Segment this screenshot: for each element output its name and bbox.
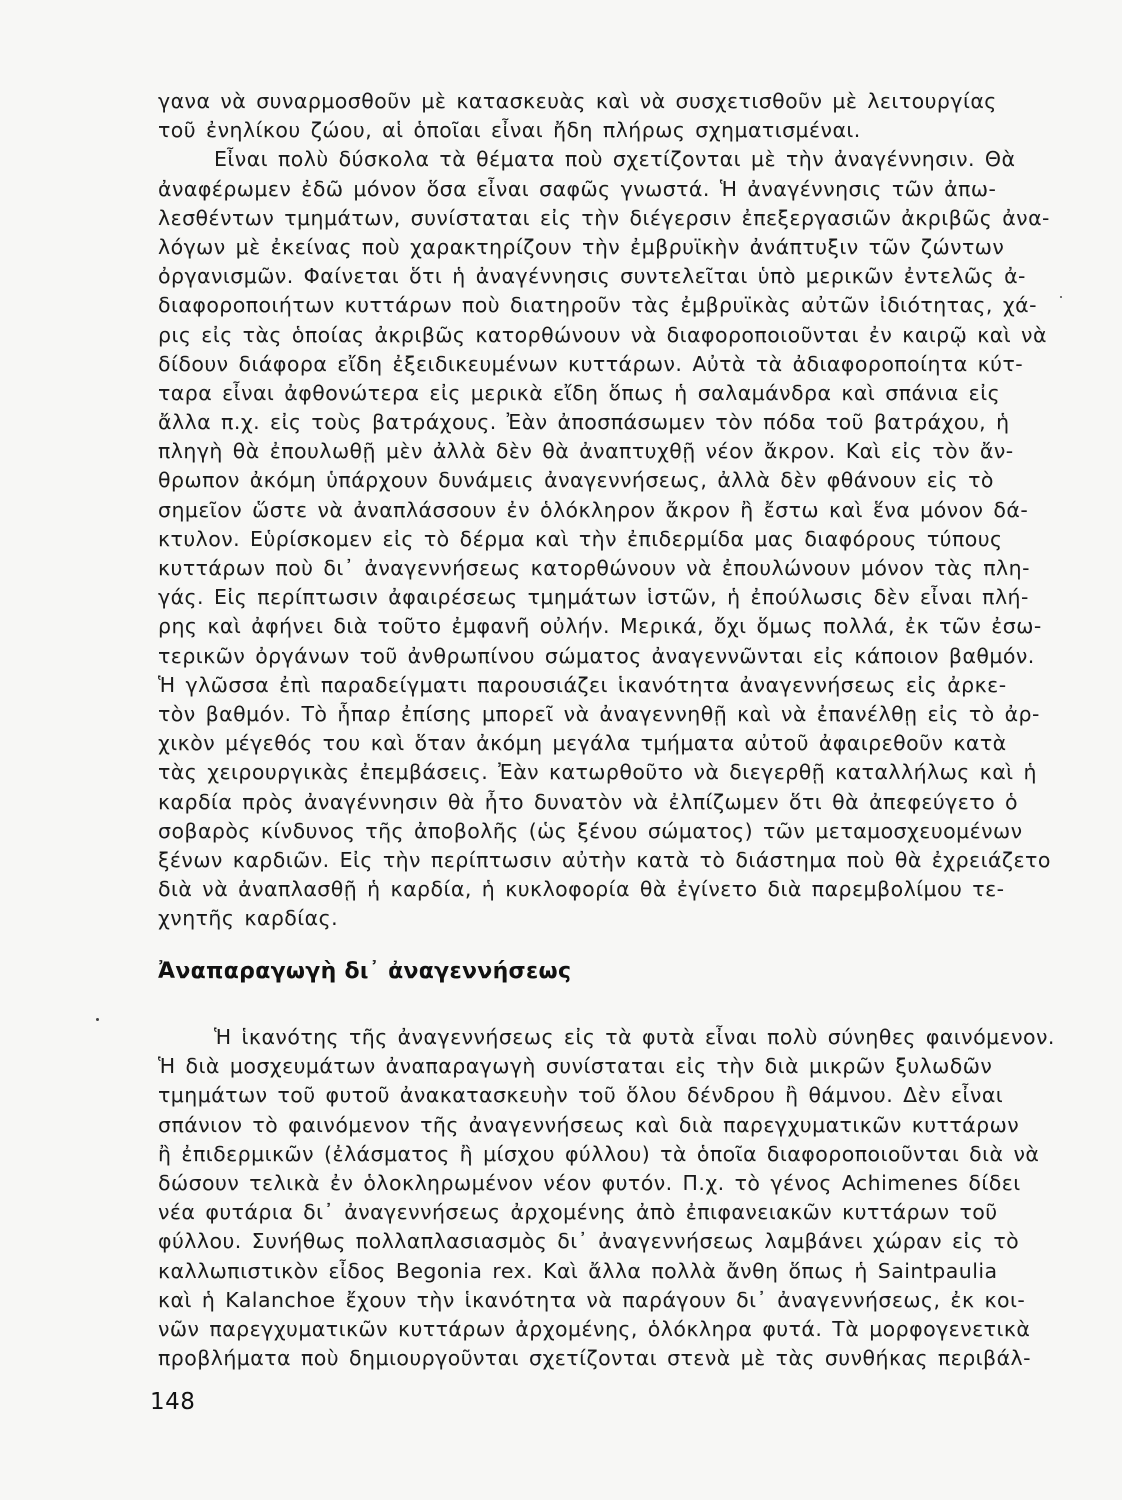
text-line: γανα νὰ συναρμοσθοῦν μὲ κατασκευὰς καὶ νὰ συσχετισθοῦν μὲ λειτουργίας	[158, 89, 997, 113]
text-line: ἀναφέρωμεν ἐδῶ μόνον ὅσα εἶναι σαφῶς γνωστά. Ἡ ἀναγέννησις τῶν ἀπω-	[158, 176, 997, 201]
print-speck	[1060, 296, 1062, 298]
text-line: σοβαρὸς κίνδυνος τῆς ἀποβολῆς (ὡς ξένου σώματος) τῶν μεταμοσχευομένων	[158, 818, 1023, 843]
text-line: χικὸν μέγεθός του καὶ ὅταν ἀκόμη μεγάλα τμήματα αὐτοῦ ἀφαιρεθοῦν κατὰ	[158, 731, 1007, 756]
paragraph-first-line: Εἶναι πολὺ δύσκολα τὰ θέματα ποὺ σχετίζονται μὲ τὴν ἀναγέννησιν. Θὰ	[214, 147, 1016, 172]
text-line: νέα φυτάρια δι᾽ ἀναγεννήσεως ἀρχομένης ἀπὸ ἐπιφανειακῶν κυττάρων τοῦ	[158, 1200, 998, 1225]
text-line: προβλήματα ποὺ δημιουργοῦνται σχετίζονται στενὰ μὲ τὰς συνθήκας περιβάλ-	[158, 1346, 1031, 1371]
text-line: σπάνιον τὸ φαινόμενον τῆς ἀναγεννήσεως καὶ διὰ παρεγχυματικῶν κυττάρων	[158, 1112, 1020, 1137]
body-text-upper	[158, 87, 1100, 963]
text-line: τερικῶν ὀργάνων τοῦ ἀνθρωπίνου σώματος ἀναγεννῶνται εἰς κάποιον βαθμόν.	[158, 643, 1035, 668]
text-line: δώσουν τελικὰ ἐν ὁλοκληρωμένον νέον φυτόν. Π.χ. τὸ γένος Achimenes δίδει	[158, 1170, 1021, 1195]
text-line: κυττάρων ποὺ δι᾽ ἀναγεννήσεως κατορθώνουν νὰ ἐπουλώνουν μόνον τὰς πλη-	[158, 556, 1030, 580]
text-line: τὸν βαθμόν. Τὸ ἧπαρ ἐπίσης μπορεῖ νὰ ἀναγεννηθῇ καὶ νὰ ἐπανέλθῃ εἰς τὸ ἀρ-	[158, 701, 1040, 726]
text-line: θρωπον ἀκόμη ὑπάρχουν δυνάμεις ἀναγεννήσεως, ἀλλὰ δὲν φθάνουν εἰς τὸ	[158, 468, 994, 493]
text-line: καρδία πρὸς ἀναγέννησιν θὰ ἦτο δυνατὸν νὰ ἐλπίζωμεν ὅτι θὰ ἀπεφεύγετο ὁ	[158, 789, 1019, 814]
text-line: χνητῆς καρδίας.	[158, 906, 339, 931]
text-line: τοῦ ἐνηλίκου ζώου, αἱ ὁποῖαι εἶναι ἤδη πλήρως σχηματισμέναι.	[158, 118, 861, 143]
text-line: φύλλου. Συνήθως πολλαπλασιασμὸς δι᾽ ἀναγεννήσεως λαμβάνει χώραν εἰς τὸ	[158, 1229, 1020, 1254]
page-number: 148	[150, 1389, 196, 1415]
text-line: σημεῖον ὥστε νὰ ἀναπλάσσουν ἐν ὁλόκληρον ἄκρον ἢ ἔστω καὶ ἕνα μόνον δά-	[158, 497, 1029, 522]
text-line: λόγων μὲ ἐκείνας ποὺ χαρακτηρίζουν τὴν ἐμβρυϊκὴν ἀνάπτυξιν τῶν ζώντων	[158, 234, 1005, 259]
text-line: ἄλλα π.χ. εἰς τοὺς βατράχους. Ἐὰν ἀποσπάσωμεν τὸν πόδα τοῦ βατράχου, ἡ	[158, 410, 1010, 435]
text-line: ὀργανισμῶν. Φαίνεται ὅτι ἡ ἀναγέννησις συντελεῖται ὑπὸ μερικῶν ἐντελῶς ἀ-	[158, 264, 1026, 289]
text-line: Ἡ διὰ μοσχευμάτων ἀναπαραγωγὴ συνίσταται εἰς τὴν διὰ μικρῶν ξυλωδῶν	[158, 1054, 993, 1079]
text-line: ταρα εἶναι ἀφθονώτερα εἰς μερικὰ εἴδη ὅπως ἡ σαλαμάνδρα καὶ σπάνια εἰς	[158, 380, 1001, 405]
text-line: δίδουν διάφορα εἴδη ἐξειδικευμένων κυττάρων. Αὐτὰ τὰ ἀδιαφοροποίητα κύτ-	[158, 351, 1024, 376]
text-line: ἢ ἐπιδερμικῶν (ἐλάσματος ἢ μίσχου φύλλου) τὰ ὁποῖα διαφοροποιοῦνται διὰ νὰ	[158, 1141, 1040, 1166]
text-line: νῶν παρεγχυματικῶν κυττάρων ἀρχομένης, ὁλόκληρα φυτά. Τὰ μορφογενετικὰ	[158, 1316, 1031, 1341]
paragraph-first-line: Ἡ ἱκανότης τῆς ἀναγεννήσεως εἰς τὰ φυτὰ εἶναι πολὺ σύνηθες φαινόμενον.	[214, 1025, 1055, 1049]
body-text-lower	[158, 1023, 1100, 1373]
text-line: ρις εἰς τὰς ὁποίας ἀκριβῶς κατορθώνουν νὰ διαφοροποιοῦνται ἐν καιρῷ καὶ νὰ	[158, 322, 1047, 347]
text-line: Ἡ γλῶσσα ἐπὶ παραδείγματι παρουσιάζει ἱκανότητα ἀναγεννήσεως εἰς ἀρκε-	[158, 672, 1007, 697]
text-line: γάς. Εἰς περίπτωσιν ἀφαιρέσεως τμημάτων ἱστῶν, ἡ ἐπούλωσις δὲν εἶναι πλή-	[158, 585, 1029, 610]
text-line: ρης καὶ ἀφήνει διὰ τοῦτο ἐμφανῆ οὐλήν. Μερικά, ὄχι ὅμως πολλά, ἐκ τῶν ἐσω-	[158, 614, 1042, 639]
text-line: τμημάτων τοῦ φυτοῦ ἀνακατασκευὴν τοῦ ὅλου δένδρου ἢ θάμνου. Δὲν εἶναι	[158, 1083, 1004, 1108]
text-line: καλλωπιστικὸν εἶδος Begonia rex. Καὶ ἄλλα πολλὰ ἄνθη ὅπως ἡ Saintpaulia	[158, 1258, 998, 1283]
section-heading: Ἀναπαραγωγὴ δι᾽ ἀναγεννήσεως	[158, 959, 572, 984]
text-line: τὰς χειρουργικὰς ἐπεμβάσεις. Ἐὰν κατωρθοῦτο νὰ διεγερθῇ καταλλήλως καὶ ἡ	[158, 760, 1037, 785]
text-line: ξένων καρδιῶν. Εἰς τὴν περίπτωσιν αὐτὴν κατὰ τὸ διάστημα ποὺ θὰ ἐχρειάζετο	[158, 847, 1051, 872]
text-line: κτυλον. Εὑρίσκομεν εἰς τὸ δέρμα καὶ τὴν ἐπιδερμίδα μας διαφόρους τύπους	[158, 526, 1003, 551]
text-line: λεσθέντων τμημάτων, συνίσταται εἰς τὴν διέγερσιν ἐπεξεργασιῶν ἀκριβῶς ἀνα-	[158, 205, 1050, 230]
print-speck	[96, 1018, 99, 1021]
text-line: πληγὴ θὰ ἐπουλωθῇ μὲν ἀλλὰ δὲν θὰ ἀναπτυχθῇ νέον ἄκρον. Καὶ εἰς τὸν ἄν-	[158, 439, 1014, 464]
text-line: διαφοροποιήτων κυττάρων ποὺ διατηροῦν τὰς ἐμβρυϊκὰς αὐτῶν ἰδιότητας, χά-	[158, 293, 1037, 318]
text-line: καὶ ἡ Kalanchoe ἔχουν τὴν ἱκανότητα νὰ παράγουν δι᾽ ἀναγεννήσεως, ἐκ κοι-	[158, 1287, 1026, 1312]
text-line: διὰ νὰ ἀναπλασθῇ ἡ καρδία, ἡ κυκλοφορία θὰ ἐγίνετο διὰ παρεμβολίμου τε-	[158, 877, 1005, 902]
